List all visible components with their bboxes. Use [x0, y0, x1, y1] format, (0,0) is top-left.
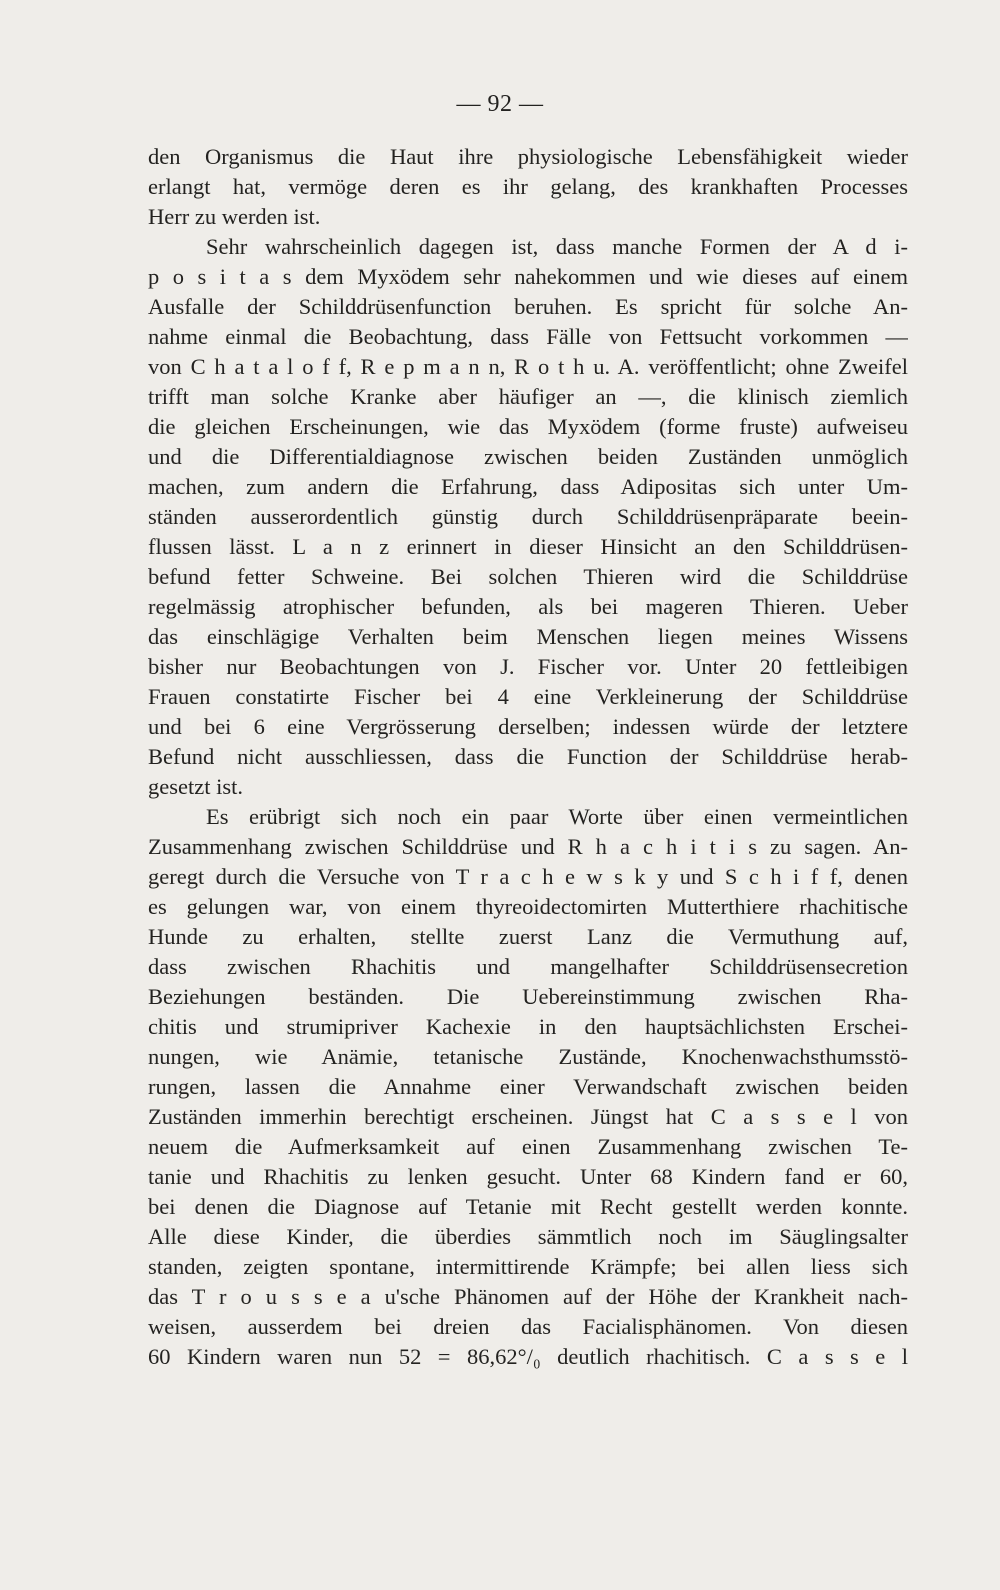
text-line: Beziehungen beständen. Die Uebereinstimmung zwischen Rha- — [148, 984, 908, 1009]
text-line: rungen, lassen die Annahme einer Verwandschaft zwischen beiden — [148, 1074, 908, 1099]
text-line: p o s i t a s dem Myxödem sehr nahekommen und wie dieses auf einem — [148, 264, 908, 289]
text-line: bei denen die Diagnose auf Tetanie mit Recht gestellt werden konnte. — [148, 1194, 908, 1219]
text-line: das einschlägige Verhalten beim Menschen liegen meines Wissens — [148, 624, 908, 649]
text-line: Sehr wahrscheinlich dagegen ist, dass manche Formen der A d i- — [206, 234, 908, 259]
text-line: Zuständen immerhin berechtigt erscheinen. Jüngst hat C a s s e l von — [148, 1104, 908, 1129]
text-line: regelmässig atrophischer befunden, als bei mageren Thieren. Ueber — [148, 594, 908, 619]
body-text — [148, 142, 908, 1372]
text-line: Befund nicht ausschliessen, dass die Function der Schilddrüse herab- — [148, 744, 908, 769]
text-line: befund fetter Schweine. Bei solchen Thieren wird die Schilddrüse — [148, 564, 908, 589]
text-line: es gelungen war, von einem thyreoidectomirten Mutterthiere rhachitische — [148, 894, 908, 919]
text-line: tanie und Rhachitis zu lenken gesucht. Unter 68 Kindern fand er 60, — [148, 1164, 908, 1189]
text-line: gesetzt ist. — [148, 774, 243, 799]
text-line: 60 Kindern waren nun 52 = 86,62°/₀ deutlich rhachitisch. C a s s e l — [148, 1344, 908, 1369]
text-line: Hunde zu erhalten, stellte zuerst Lanz die Vermuthung auf, — [148, 924, 908, 949]
text-line: und bei 6 eine Vergrösserung derselben; indessen würde der letztere — [148, 714, 908, 739]
text-line: dass zwischen Rhachitis und mangelhafter Schilddrüsensecretion — [148, 954, 908, 979]
text-line: Herr zu werden ist. — [148, 204, 321, 229]
text-line: nungen, wie Anämie, tetanische Zustände, Knochenwachsthumsstö- — [148, 1044, 908, 1069]
text-line: nahme einmal die Beobachtung, dass Fälle von Fettsucht vorkommen — — [148, 324, 908, 349]
text-line: die gleichen Erscheinungen, wie das Myxödem (forme fruste) aufweiseu — [148, 414, 908, 439]
text-line: trifft man solche Kranke aber häufiger an —, die klinisch ziemlich — [148, 384, 908, 409]
text-line: bisher nur Beobachtungen von J. Fischer vor. Unter 20 fettleibigen — [148, 654, 908, 679]
text-line: und die Differentialdiagnose zwischen beiden Zuständen unmöglich — [148, 444, 908, 469]
text-line: flussen lässt. L a n z erinnert in dieser Hinsicht an den Schilddrüsen- — [148, 534, 908, 559]
text-line: standen, zeigten spontane, intermittirende Krämpfe; bei allen liess sich — [148, 1254, 908, 1279]
text-line: das T r o u s s e a u'sche Phänomen auf der Höhe der Krankheit nach- — [148, 1284, 908, 1309]
page-number: — 92 — — [456, 91, 544, 117]
text-line: weisen, ausserdem bei dreien das Facialisphänomen. Von diesen — [148, 1314, 908, 1339]
text-line: ständen ausserordentlich günstig durch Schilddrüsenpräparate beein- — [148, 504, 908, 529]
text-line: Zusammenhang zwischen Schilddrüse und R h a c h i t i s zu sagen. An- — [148, 834, 908, 859]
text-line: von C h a t a l o f f, R e p m a n n, R o t h u. A. veröffentlicht; ohne Zweifel — [148, 354, 908, 379]
text-line: chitis und strumipriver Kachexie in den hauptsächlichsten Erschei- — [148, 1014, 908, 1039]
text-line: neuem die Aufmerksamkeit auf einen Zusammenhang zwischen Te- — [148, 1134, 908, 1159]
text-line: Es erübrigt sich noch ein paar Worte über einen vermeintlichen — [206, 804, 908, 829]
text-line: Alle diese Kinder, die überdies sämmtlich noch im Säuglingsalter — [148, 1224, 908, 1249]
text-line: Ausfalle der Schilddrüsenfunction beruhen. Es spricht für solche An- — [148, 294, 908, 319]
text-line: machen, zum andern die Erfahrung, dass Adipositas sich unter Um- — [148, 474, 908, 499]
text-line: den Organismus die Haut ihre physiologische Lebensfähigkeit wieder — [148, 144, 908, 169]
text-line: erlangt hat, vermöge deren es ihr gelang, des krankhaften Processes — [148, 174, 908, 199]
text-line: Frauen constatirte Fischer bei 4 eine Verkleinerung der Schilddrüse — [148, 684, 908, 709]
text-line: geregt durch die Versuche von T r a c h e w s k y und S c h i f f, denen — [148, 864, 908, 889]
